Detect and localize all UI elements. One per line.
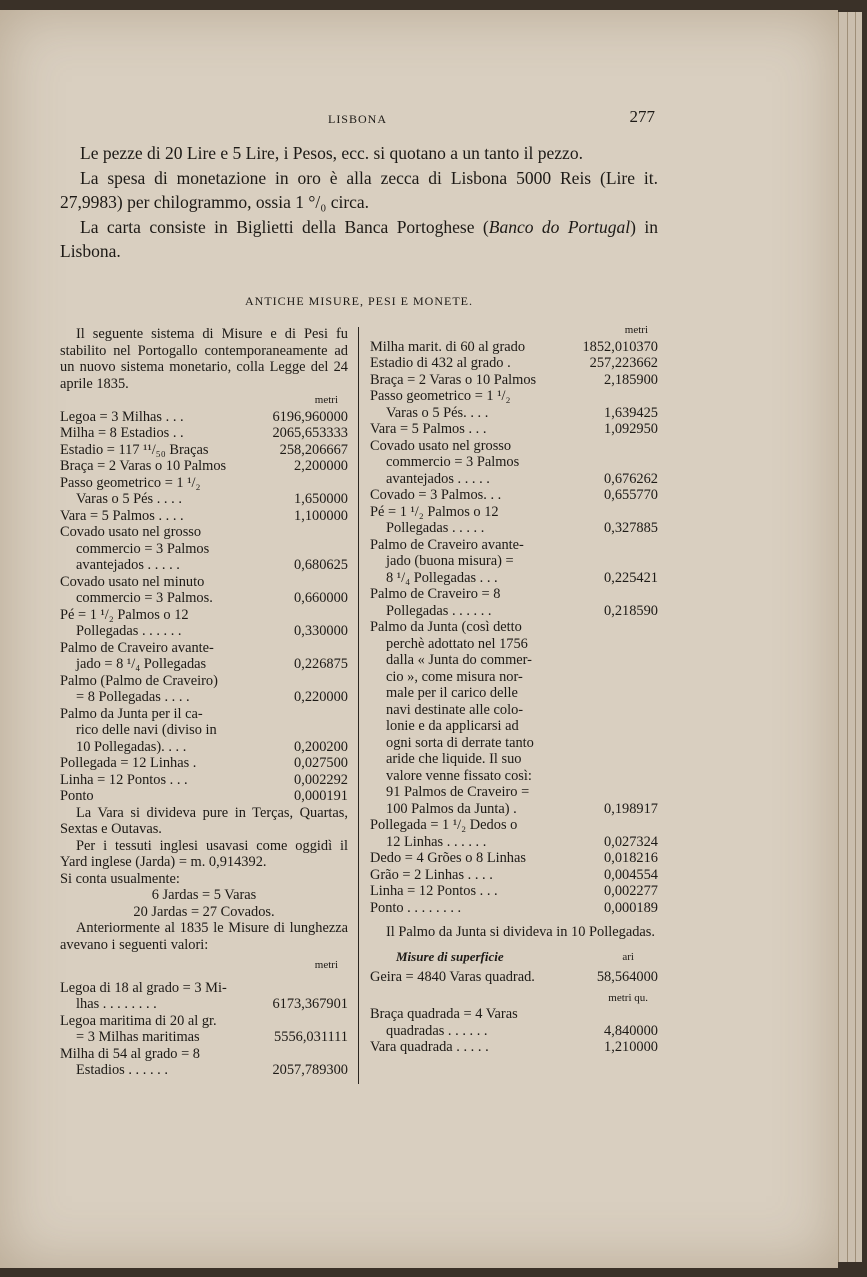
measure-row [60, 508, 348, 525]
measure-value: 2,200000 [294, 458, 348, 474]
measure-row [60, 673, 348, 706]
measure-value: 6196,960000 [272, 408, 348, 425]
measure-label-line: lhas . . . . . . . . [76, 996, 157, 1012]
measure-row [60, 755, 348, 772]
measure-value: 0,680625 [294, 557, 348, 573]
measure-label [370, 438, 574, 488]
measure-row [370, 388, 658, 421]
measure-row [370, 969, 658, 986]
measure-label [370, 1039, 574, 1056]
measure-label-line: 91 Palmos de Craveiro = [386, 784, 530, 800]
measure-row [370, 355, 658, 372]
measure-row [60, 640, 348, 673]
measure-label-line: commercio = 3 Palmos. [76, 590, 213, 606]
measure-label [60, 788, 264, 805]
measure-label [60, 458, 264, 475]
measure-value: 1,092950 [604, 421, 658, 437]
measure-label-line: Vara = 5 Palmos . . . [370, 421, 487, 437]
measure-label-line: = 3 Milhas maritimas [76, 1029, 200, 1045]
measure-label-line: jado (buona misura) = [386, 553, 514, 569]
measure-label-line: dalla « Junta do commer- [386, 652, 532, 668]
paragraph: Le pezze di 20 Lire e 5 Lire, i Pesos, ecc. si quotano a un tanto il pezzo. [80, 143, 583, 163]
measure-value: 0,226875 [294, 656, 348, 672]
measure-label-line: Geira = 4840 Varas quadrad. [370, 969, 535, 985]
paragraph: Il Palmo da Junta si divideva in 10 Pollegadas. [386, 924, 655, 940]
measure-row [370, 817, 658, 850]
measure-label [60, 574, 264, 607]
measure-label-line: Legoa di 18 al grado = 3 Mi- [60, 979, 227, 996]
measure-label-line: Palmo de Craveiro = 8 [370, 586, 501, 602]
measure-label-line: Grão = 2 Linhas . . . . [370, 866, 493, 883]
measure-label-line: Legoa = 3 Milhas . . . [60, 408, 184, 425]
unit-label: metri [314, 959, 338, 971]
measure-row [370, 504, 658, 537]
measure-label-line: Milha marit. di 60 al grado [370, 338, 526, 355]
left-column [60, 326, 348, 1079]
measure-value: 0,218590 [604, 602, 658, 619]
subsection-title: Misure di superficie [396, 948, 504, 964]
measure-label [370, 421, 574, 438]
measure-row [60, 788, 348, 805]
measure-label-line: Palmo de Craveiro avante- [370, 536, 524, 553]
measure-label [60, 1013, 264, 1046]
measure-label-line: Pollegadas . . . . . . [76, 623, 182, 639]
measure-label-line: valore venne fissato così: [386, 767, 532, 784]
measure-label [60, 706, 264, 756]
measure-label [370, 487, 574, 504]
page-edge [855, 12, 862, 1262]
measure-value: 0,676262 [604, 470, 658, 487]
page-edge [838, 12, 847, 1262]
paragraph: Per i tessuti inglesi usavasi come oggidì il Yard inglese (Jarda) = m. 0,914392. [60, 837, 348, 870]
measure-row [60, 425, 348, 442]
measure-row [370, 586, 658, 619]
measure-label [370, 355, 574, 372]
measure-value: 6173,367901 [272, 996, 348, 1012]
measure-label-line: Braça = 2 Varas o 10 Palmos [370, 371, 537, 388]
paragraph: Si conta usualmente: [60, 870, 180, 887]
measure-label-line: Palmo da Junta per il ca- [60, 705, 203, 722]
paragraph: Anteriormente al 1835 le Misure di lunghezza avevano i seguenti valori: [60, 920, 348, 953]
measure-label-line: 100 Palmos da Junta) . [386, 800, 517, 817]
equation-line: 20 Jardas = 27 Covados. [133, 903, 275, 920]
measure-value: 0,004554 [604, 866, 658, 883]
measure-label-line: Pollegada = 1 ¹/₂ Dedos o [370, 817, 518, 833]
measure-value: 5556,031111 [274, 1029, 348, 1045]
measure-value: 0,200200 [294, 738, 348, 755]
measure-label-line: male per il carico delle [386, 685, 518, 701]
measure-label [60, 772, 264, 789]
measure-label-line: Ponto [60, 788, 94, 804]
measure-label-line: Pollegadas . . . . . . [386, 602, 492, 619]
measure-value: 1,100000 [294, 507, 348, 524]
measure-label-line: 10 Pollegadas). . . . [76, 738, 187, 755]
measure-label-line: Legoa maritima di 20 al gr. [60, 1012, 217, 1029]
measure-label [60, 409, 264, 426]
unit-label: metri [624, 324, 648, 336]
measure-label-line: Linha = 12 Pontos . . . [370, 883, 498, 899]
subsection-heading [370, 949, 658, 966]
measure-row [60, 1046, 348, 1079]
measure-value: 2057,789300 [272, 1062, 348, 1078]
running-head [60, 107, 655, 132]
measure-label-line: Covado usato nel grosso [370, 437, 512, 454]
measure-label-line: commercio = 3 Palmos [386, 454, 520, 470]
measure-label-line: commercio = 3 Palmos [76, 540, 210, 557]
measure-value: 0,000191 [294, 788, 348, 804]
measure-label [370, 372, 574, 389]
page-number: 277 [629, 107, 655, 126]
measure-label [370, 619, 574, 817]
measure-row [60, 706, 348, 756]
measure-label [370, 1006, 574, 1039]
measure-value: 0,655770 [604, 487, 658, 503]
measure-value: 0,225421 [604, 569, 658, 586]
measure-label [370, 339, 574, 356]
measure-label-line: perchè adottato nel 1756 [386, 635, 528, 652]
measure-label-line: navi destinate alle colo- [386, 701, 524, 718]
measure-label [370, 900, 574, 917]
measure-label [370, 504, 574, 537]
measure-label-line: Pé = 1 ¹/₂ Palmos o 12 [370, 503, 499, 520]
measure-value: 0,002277 [604, 883, 658, 899]
measure-value: 0,027500 [294, 755, 348, 771]
measure-row [60, 458, 348, 475]
column-rule [358, 327, 359, 1084]
italic-run: Banco do Portugal [488, 216, 631, 237]
measure-value: 2065,653333 [272, 425, 348, 441]
measure-label-line: Estadios . . . . . . [76, 1062, 168, 1078]
paragraph: Il seguente sistema di Misure e di Pesi fu stabilito nel Portogallo contemporaneamente ad un nuovo sistema monetario, colla Legge del 24 aprile 1835. [60, 326, 348, 392]
measure-row [370, 1006, 658, 1039]
measure-row [60, 772, 348, 789]
measure-table [60, 409, 348, 805]
measure-value: 0,027324 [604, 833, 658, 850]
measure-value: 0,002292 [294, 771, 348, 788]
intro-text [60, 141, 658, 264]
measure-table [370, 1006, 658, 1056]
measure-label [60, 980, 264, 1013]
measure-value: 0,660000 [294, 590, 348, 606]
measure-label-line: Passo geometrico = 1 ¹/₂ [60, 474, 201, 491]
measure-value: 0,000189 [604, 899, 658, 916]
measure-label-line: Pé = 1 ¹/₂ Palmos o 12 [60, 606, 189, 623]
measure-value: 58,564000 [596, 969, 658, 985]
paragraph: La Vara si divideva pure in Terças, Quartas, Sextas e Outavas. [60, 804, 348, 837]
paragraph: La spesa di monetazione in oro è alla zecca di Lisbona 5000 Reis (Lire it. 27,9983) per chilogrammo, ossia 1 °/₀ circa. [60, 167, 658, 212]
unit-label: metri [314, 394, 338, 406]
measure-label [370, 867, 574, 884]
measure-label-line: 12 Linhas . . . . . . [386, 833, 487, 850]
text-run: La carta consiste in Biglietti della Banca Portoghese ( [80, 216, 489, 237]
measure-row [60, 607, 348, 640]
measure-value: 1,639425 [604, 404, 658, 421]
measure-row [370, 850, 658, 867]
measure-row [60, 475, 348, 508]
section-title: ANTICHE MISURE, PESI E MONETE. [245, 294, 473, 308]
measure-row [370, 339, 658, 356]
measure-label-line: Pollegadas . . . . . [386, 520, 485, 536]
measure-label [60, 755, 264, 772]
measure-row [370, 1039, 658, 1056]
equation-line: 6 Jardas = 5 Varas [151, 887, 257, 903]
measure-value: 0,220000 [294, 689, 348, 705]
measure-label-line: Ponto . . . . . . . . [370, 899, 462, 916]
measure-label-line: Palmo (Palmo de Craveiro) [60, 672, 218, 689]
measure-label-line: rico delle navi (diviso in [76, 722, 217, 738]
measure-label-line: Linha = 12 Pontos . . . [60, 771, 188, 788]
measure-row [60, 524, 348, 574]
measure-row [370, 883, 658, 900]
measure-label-line: Varas o 5 Pés . . . . [76, 491, 182, 507]
measure-label-line: Varas o 5 Pés. . . . [386, 404, 489, 421]
measure-label-line: Palmo da Junta (così detto [370, 619, 522, 635]
measure-row [60, 1013, 348, 1046]
measure-label-line: Estadio di 432 al grado . [370, 355, 511, 371]
measure-value: 1,210000 [604, 1039, 658, 1055]
measure-label [370, 586, 574, 619]
measure-value: 1852,010370 [582, 338, 658, 355]
measure-value: 0,198917 [604, 800, 658, 817]
measure-label-line: quadradas . . . . . . [386, 1022, 488, 1039]
running-title: LISBONA [327, 112, 387, 126]
paragraph [60, 215, 658, 264]
text-run: ) in Lisbona. [60, 216, 658, 261]
measure-label-line: ogni sorta di derrate tanto [386, 734, 534, 751]
measure-table [370, 339, 658, 917]
measure-label-line: Braça quadrada = 4 Varas [370, 1006, 518, 1022]
measure-row [370, 487, 658, 504]
measure-row [370, 867, 658, 884]
measure-label-line: Estadio = 117 ¹¹/₅₀ Braças [60, 441, 209, 458]
measure-value: 4,840000 [604, 1022, 658, 1039]
measure-value: 258,206667 [279, 441, 348, 458]
measure-label-line: Palmo de Craveiro avante- [60, 639, 214, 656]
measure-label-line: Vara quadrada . . . . . [370, 1039, 489, 1055]
measure-label-line: Vara = 5 Palmos . . . . [60, 507, 184, 524]
measure-value: 0,018216 [604, 850, 658, 866]
measure-row [60, 409, 348, 426]
measure-value: 1,650000 [294, 491, 348, 507]
measure-row [60, 574, 348, 607]
measure-label [60, 673, 264, 706]
measure-label [370, 850, 574, 867]
measure-value: 2,185900 [604, 371, 658, 388]
measure-label-line: Pollegada = 12 Linhas . [60, 755, 197, 771]
measure-row [370, 421, 658, 438]
measure-row [60, 980, 348, 1013]
measure-label [60, 640, 264, 673]
measure-row [370, 372, 658, 389]
measure-label-line: Milha = 8 Estadios . . [60, 425, 184, 441]
measure-table [60, 980, 348, 1079]
measure-value: 0,327885 [604, 520, 658, 536]
measure-label [370, 969, 574, 986]
measure-label-line: Covado = 3 Palmos. . . [370, 487, 502, 503]
right-column [370, 322, 658, 1056]
measure-label [60, 475, 264, 508]
measure-label [60, 607, 264, 640]
measure-value: 0,330000 [294, 623, 348, 639]
measure-row [370, 900, 658, 917]
measure-label-line: Milha di 54 al grado = 8 [60, 1045, 201, 1062]
measure-label [60, 425, 264, 442]
measure-label [60, 1046, 264, 1079]
unit-label: metri qu. [608, 991, 648, 1004]
measure-row [370, 537, 658, 587]
measure-label [370, 388, 574, 421]
measure-label [60, 442, 264, 459]
measure-label-line: lonie e da applicarsi ad [386, 718, 519, 734]
measure-label [60, 508, 264, 525]
measure-label-line: Passo geometrico = 1 ¹/₂ [370, 388, 511, 404]
measure-label-line: = 8 Pollegadas . . . . [76, 689, 190, 705]
measure-row [60, 442, 348, 459]
measure-label-line: Covado usato nel grosso [60, 524, 202, 540]
measure-label [60, 524, 264, 574]
unit-label: ari [622, 950, 634, 963]
measure-label-line: avantejados . . . . . [386, 470, 490, 487]
measure-row [370, 438, 658, 488]
measure-label-line: cio », come misura nor- [386, 668, 523, 685]
measure-label-line: Covado usato nel minuto [60, 573, 205, 590]
measure-label-line: 8 ¹/₄ Pollegadas . . . [386, 569, 498, 586]
measure-table [370, 969, 658, 986]
measure-label-line: aride che liquide. Il suo [386, 751, 522, 767]
measure-label-line: Dedo = 4 Grões o 8 Linhas [370, 850, 526, 866]
measure-row [370, 619, 658, 817]
measure-label-line: Braça = 2 Varas o 10 Palmos [60, 458, 227, 474]
measure-label [370, 537, 574, 587]
measure-label-line: jado = 8 ¹/₄ Pollegadas [76, 656, 207, 672]
measure-label-line: avantejados . . . . . [76, 557, 180, 573]
measure-label [370, 817, 574, 850]
measure-label [370, 883, 574, 900]
measure-value: 257,223662 [589, 355, 658, 371]
